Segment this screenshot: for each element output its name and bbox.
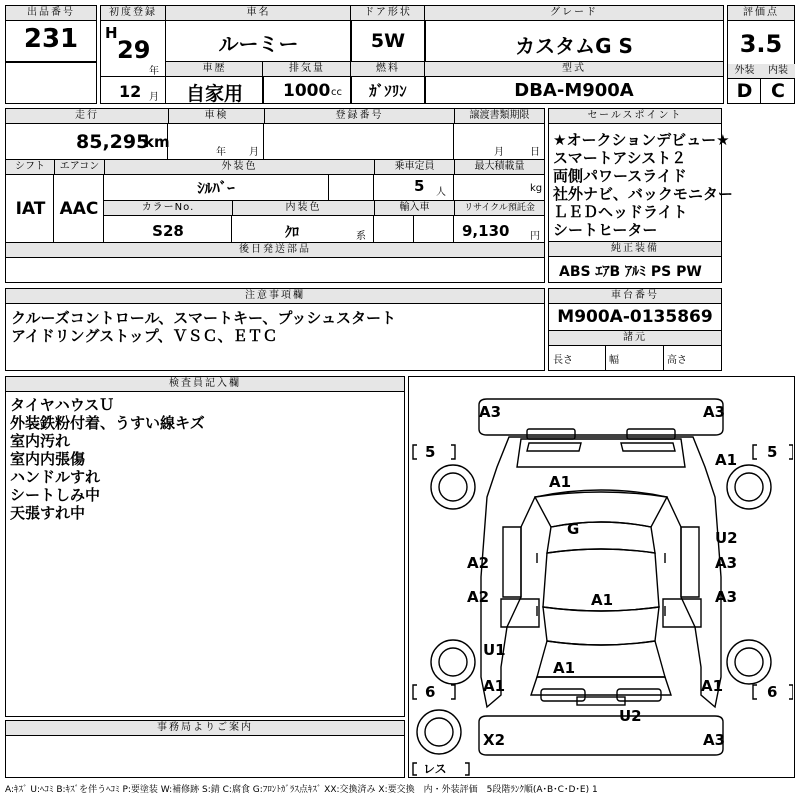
sales-point: 社外ナビ、バックモニター [553,185,733,203]
recycle-label: リサイクル預託金 [454,201,544,216]
damage-mark: A3 [715,588,738,606]
shift-label: シフト [6,160,54,175]
damage-mark: A3 [703,403,726,421]
damage-mark: U2 [619,707,642,725]
model: DBA-M900A [514,80,634,101]
fuel: ｶﾞｿﾘﾝ [369,82,407,100]
vehicle-details-box [5,108,545,283]
transfer-label: 譲渡書類期限 [454,109,544,124]
chassis-number: M900A-0135869 [557,307,713,327]
score: 3.5 [739,30,783,58]
sales-point: 両側パワースライド [553,167,687,185]
damage-mark: A3 [703,731,726,749]
year-unit: 年 [149,66,159,77]
mileage: 85,295 [76,131,150,153]
model-box [424,61,724,104]
damage-mark: A1 [715,451,738,469]
spare-tire-status: レス [423,762,447,776]
dims-label: 諸元 [549,331,721,346]
damage-mark: A1 [553,659,576,677]
note-line: アイドリングストップ、ＶＳＣ、ＥＴＣ [11,327,278,345]
int-color-unit: 系 [356,231,366,242]
lot-number-lower [5,61,97,104]
grade: カスタムG S [515,34,633,58]
inspector-line: シートしみ中 [10,486,101,504]
int-color-label: 内装色 [232,201,374,216]
chassis-label: 車台番号 [549,289,721,304]
damage-mark: U1 [483,641,506,659]
history: 自家用 [185,83,243,105]
era: H [105,24,118,42]
lot-number-box [5,5,97,63]
sales-points-label: セールスポイント [549,109,721,124]
exterior-grade: D [736,80,753,102]
equipment: ABS ｴｱB ｱﾙﾐ PS PW [559,264,702,280]
max-load-label: 最大積載量 [454,160,544,175]
inspection-month-unit: 月 [249,147,259,158]
door-box [350,5,426,63]
exterior-label: 外装 [728,64,761,79]
score-box [727,5,795,104]
damage-mark: G [567,520,580,538]
ext-color-label: 外装色 [104,160,374,175]
recycle-unit: 円 [530,231,540,242]
door-type: 5W [370,30,406,52]
first-reg-month: 12 [119,82,142,101]
transfer-day: 日 [530,147,540,158]
damage-mark: A1 [591,591,614,609]
max-load-unit: kg [530,183,543,194]
damage-mark: A3 [479,403,502,421]
note-line: クルーズコントロール、スマートキー、プッシュスタート [11,309,397,327]
inspector-label: 検査員記入欄 [6,377,404,392]
sales-point: シートヒーター [553,221,658,239]
mileage-unit: km [144,133,170,151]
grade-box [424,5,724,63]
grade-label: グレード [425,6,723,21]
capacity-unit: 人 [436,187,446,198]
first-reg-year: 29 [117,36,151,64]
recycle-fee: 9,130 [462,222,510,240]
length-label: 長さ [553,355,573,366]
notes-box [5,288,545,371]
shift: IAT [15,199,46,219]
first-reg-label: 初度登録 [101,6,165,21]
sales-points-box [548,108,733,283]
legend: A:ｷｽﾞ U:ﾍｺﾐ B:ｷｽﾞを伴うﾍｺﾐ P:要塗装 W:補修跡 S:錆 C:腐食 G:ﾌﾛﾝﾄｶﾞﾗｽ点ｷｽﾞ XX:交換済み X:要交換 内・外装評価 5段階ﾗﾝｸ順(A･B･C･D･E) 1 [5,785,598,795]
inspector-line: タイヤハウスＵ [10,396,115,414]
displacement-label: 排気量 [263,62,351,77]
interior-label: 内装 [761,64,795,79]
damage-mark: A1 [549,473,572,491]
interior-grade: C [771,80,785,102]
damage-mark: A2 [467,554,490,572]
height-label: 高さ [667,355,687,366]
displacement-box [262,61,352,104]
office-box [5,720,405,778]
displacement-unit: cc [331,87,342,98]
inspector-lines [10,396,205,522]
fuel-label: 燃料 [351,62,425,77]
office-label: 事務局よりご案内 [6,721,404,736]
later-parts-label: 後日発送部品 [6,243,544,258]
ac: AAC [59,199,99,219]
width-label: 幅 [609,355,619,366]
capacity-label: 乗車定員 [374,160,454,175]
mileage-label: 走行 [6,109,168,124]
sales-points-list [553,131,733,239]
inspector-line: ハンドルすれ [10,468,101,486]
inspector-line: 室内内張傷 [10,450,86,468]
chassis-box [548,288,722,371]
inspector-line: 室内汚れ [10,432,71,450]
notes-lines [11,309,396,345]
first-registration-box [100,5,166,104]
sales-point: スマートアシスト２ [553,149,687,167]
inspector-line: 外装鉄粉付着、うすい線キズ [10,414,205,432]
car-damage-diagram [409,377,793,776]
car-name-box [165,5,352,63]
tire-tread-front-right: 5 [767,443,778,461]
damage-mark: A3 [715,554,738,572]
model-label: 型式 [425,62,723,77]
capacity: 5 [414,177,425,195]
equipment-label: 純正装備 [549,242,721,257]
inspection-year-unit: 年 [216,147,226,158]
int-color: ｸﾛ [285,225,299,241]
displacement: 1000 [283,81,331,101]
fuel-box [350,61,426,104]
ac-label: エアコン [54,160,104,175]
import-label: 輸入車 [374,201,454,216]
sales-point: ＬＥＤヘッドライト [553,203,688,221]
score-label: 評価点 [728,6,794,21]
door-label: ドア形状 [351,6,425,21]
car-name: ルーミー [218,32,299,56]
color-no: S28 [152,222,184,240]
damage-mark: U2 [715,529,738,547]
history-label: 車歴 [166,62,263,77]
car-name-label: 車名 [166,6,351,21]
damage-mark: X2 [483,731,506,749]
sales-point: ★オークションデビュー★ [553,131,730,149]
lot-number-label: 出品番号 [6,6,96,21]
transfer-month: 月 [494,147,504,158]
damage-mark: A1 [483,677,506,695]
damage-diagram-box [408,376,795,778]
inspection-label: 車検 [168,109,264,124]
tire-tread-front-left: 5 [425,443,436,461]
damage-mark: A2 [467,588,490,606]
notes-label: 注意事項欄 [6,289,544,304]
damage-mark: A1 [701,677,724,695]
tire-tread-rear-left: 6 [425,683,436,701]
tire-tread-rear-right: 6 [767,683,778,701]
month-unit: 月 [149,92,159,103]
history-box [165,61,264,104]
inspector-line: 天張すれ中 [10,504,86,522]
inspector-box [5,376,405,717]
color-no-label: カラーNo. [104,201,232,216]
lot-number: 231 [23,24,79,54]
reg-no-label: 登録番号 [264,109,454,124]
ext-color: ｼﾙﾊﾞｰ [197,179,235,197]
